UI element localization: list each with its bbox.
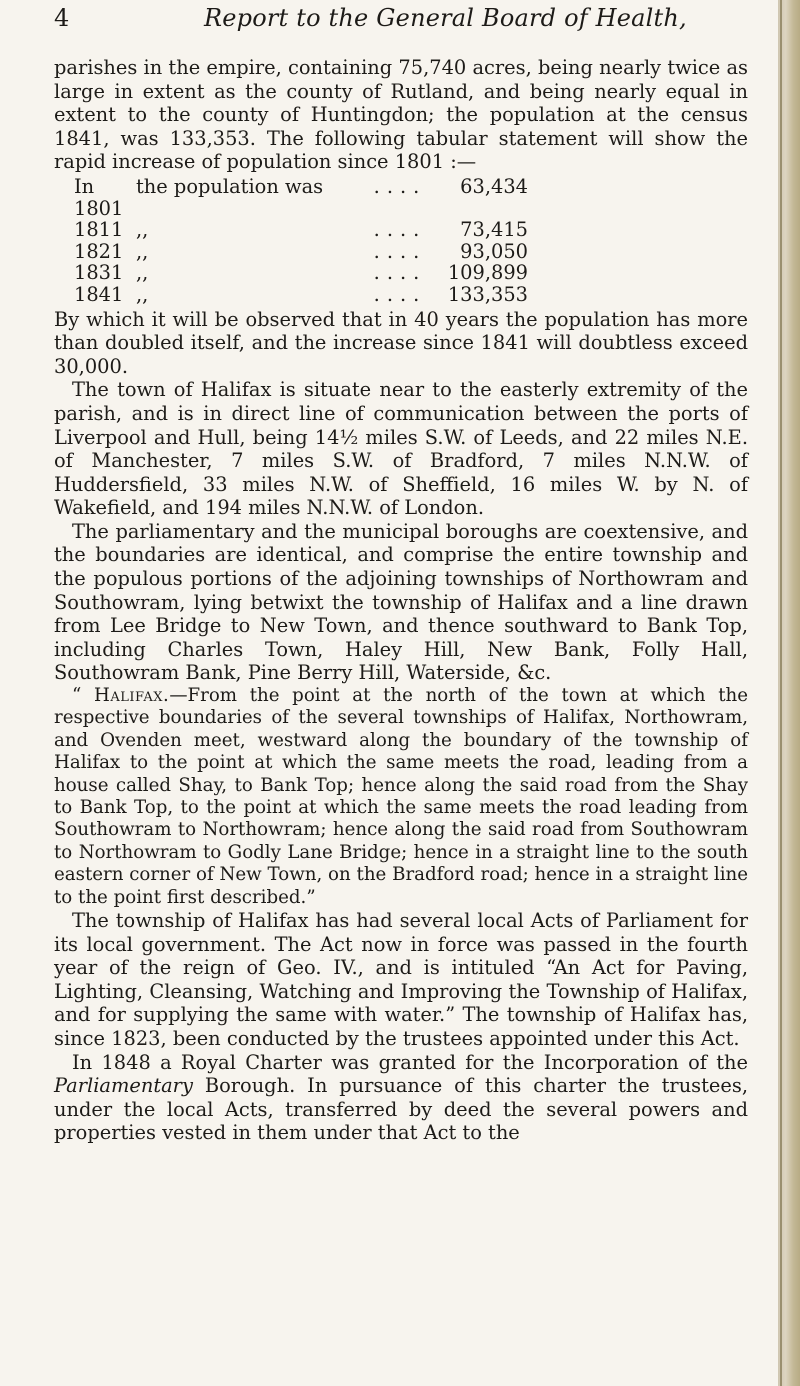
population-value: 109,899 bbox=[447, 261, 528, 285]
population-leader: .... bbox=[373, 174, 427, 198]
population-row bbox=[74, 262, 528, 284]
population-year: 1811 bbox=[74, 218, 124, 242]
population-year: 1821 bbox=[74, 239, 124, 263]
population-label: ,, bbox=[136, 218, 149, 242]
population-year: In 1801 bbox=[74, 174, 124, 220]
population-year: 1841 bbox=[74, 282, 124, 306]
population-table-body bbox=[74, 176, 528, 306]
running-title: Report to the General Board of Health, bbox=[204, 4, 687, 32]
paragraph-doubled: By which it will be observed that in 40 years the population has more than doubled itself, and the increase since 1841 will doubtless exceed 30,000. bbox=[54, 307, 748, 378]
population-label: ,, bbox=[136, 239, 149, 263]
paragraph-local-acts: The township of Halifax has had several local Acts of Parliament for its local government. The Act now in force was passed in the fourth year of the reign of Geo. IV., and is intituled “An Act for Paving, Lighting, Cleansing, Watching and Improving the Township of Halifax, and for supplying the same with water.” The township of Halifax has, since 1823, been conducted by the trustees appointed under this Act. bbox=[54, 909, 748, 1051]
paragraph-town-situation: The town of Halifax is situate near to the easterly extremity of the parish, and is in direct line of communication between the ports of Liverpool and Hull, being 14½ miles S.W. of Leeds, and 22 miles N.E. of Manchester, 7 miles S.W. of Bradford, 7 miles N.N.W. of Huddersfield, 33 miles N.W. of Sheffield, 16 miles W. by N. of Wakefield, and 194 miles N.N.W. of London. bbox=[54, 378, 748, 520]
population-label: ,, bbox=[136, 282, 149, 306]
population-leader: .... bbox=[373, 218, 427, 242]
paragraph-parishes: parishes in the empire, containing 75,740 acres, being nearly twice as large in extent as the county of Rutland, and being nearly equal in extent to the county of Huntingdon; the population at the census 1841, was 133,353. The following tabular statement will show the rapid increase of population since 1801 :— bbox=[54, 56, 748, 174]
population-label: the population was bbox=[136, 174, 324, 198]
gutter-line bbox=[780, 0, 782, 1386]
population-leader: .... bbox=[373, 239, 427, 263]
population-table bbox=[74, 176, 528, 306]
body-text bbox=[54, 56, 748, 1145]
population-value: 133,353 bbox=[447, 282, 528, 306]
paragraph-royal-charter bbox=[54, 1051, 748, 1145]
population-row bbox=[74, 176, 528, 219]
population-value: 63,434 bbox=[460, 174, 528, 198]
population-row bbox=[74, 284, 528, 306]
population-value: 93,050 bbox=[460, 239, 528, 263]
quote-heading: Halifax. bbox=[93, 685, 170, 707]
population-row bbox=[74, 219, 528, 241]
running-head bbox=[54, 4, 754, 36]
charter-text-start: In 1848 a Royal Charter was granted for the Incorporation of the bbox=[72, 1050, 748, 1074]
population-year: 1831 bbox=[74, 261, 124, 285]
charter-text-end: Borough. In pursuance of this charter the trustees, under the local Acts, transferred by deed the several powers and properties vested in them under that Act to the bbox=[54, 1074, 748, 1145]
population-value: 73,415 bbox=[460, 218, 528, 242]
population-row bbox=[74, 241, 528, 263]
paragraph-boundary-quote bbox=[54, 685, 748, 909]
quote-open: “ bbox=[72, 685, 94, 707]
charter-emphasis: Parliamentary bbox=[54, 1074, 193, 1098]
population-leader: .... bbox=[373, 282, 427, 306]
paragraph-boroughs: The parliamentary and the municipal boroughs are coextensive, and the boundaries are identical, and comprise the entire township and the populous portions of the adjoining townships of Northowram and Southowram, lying betwixt the township of Halifax and a line drawn from Lee Bridge to New Town, and thence southward to Bank Top, including Charles Town, Haley Hill, New Bank, Folly Hall, Southowram Bank, Pine Berry Hill, Waterside, &c. bbox=[54, 519, 748, 685]
quote-body: —From the point at the north of the town at which the respective boundaries of the several townships of Halifax, Northowram, and Ovenden meet, westward along the boundary of the township of Halifax to the point at which the same meets the road, leading from a house called Shay, to Bank Top; hence along the said road from the Shay to Bank Top, to the point at which the same meets the road leading from Southowram to Northowram; hence along the said road from Southowram to Northowram to Godly Lane Bridge; hence in a straight line to the south eastern corner of New Town, on the Bradford road; hence in a straight line to the point first described.” bbox=[54, 685, 748, 908]
page-number: 4 bbox=[54, 4, 70, 32]
population-leader: .... bbox=[373, 261, 427, 285]
population-label: ,, bbox=[136, 261, 149, 285]
